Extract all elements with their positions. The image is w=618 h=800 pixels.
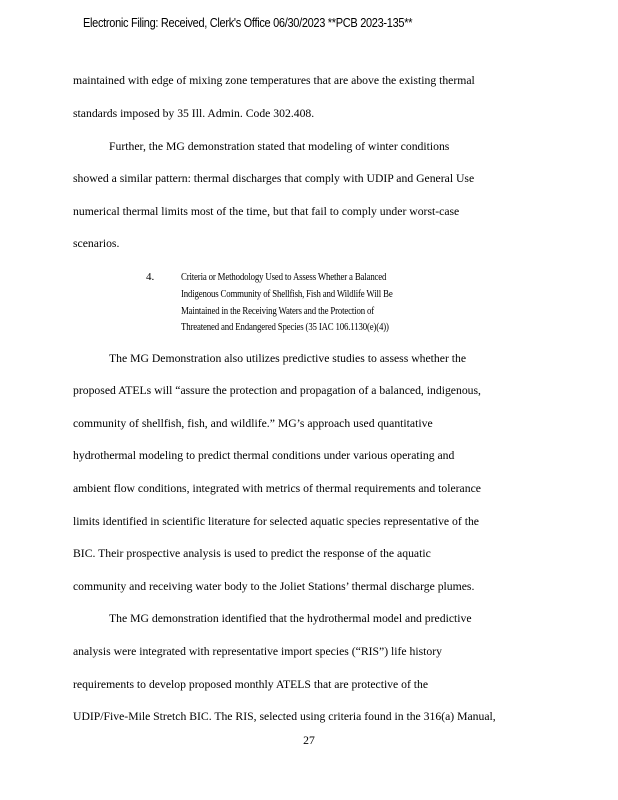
body-line: community and receiving water body to the Joliet Stations’ thermal discharge plumes. — [73, 580, 475, 593]
section-heading-line: Threatened and Endangered Species (35 IAC 106.1130(e)(4)) — [181, 321, 389, 333]
body-line: limits identified in scientific literature for selected aquatic species representative of the — [73, 515, 479, 528]
body-line: community of shellfish, fish, and wildlife.” MG’s approach used quantitative — [73, 417, 433, 430]
body-line: UDIP/Five-Mile Stretch BIC. The RIS, selected using criteria found in the 316(a) Manual, — [73, 710, 496, 723]
body-line: showed a similar pattern: thermal discharges that comply with UDIP and General Use — [73, 172, 475, 185]
filing-stamp: Electronic Filing: Received, Clerk's Office 06/30/2023 **PCB 2023-135** — [83, 16, 413, 30]
section-heading-line: Maintained in the Receiving Waters and the Protection of — [181, 305, 375, 317]
page-number: 27 — [303, 734, 315, 747]
body-line: requirements to develop proposed monthly ATELS that are protective of the — [73, 678, 429, 691]
body-line: standards imposed by 35 Ill. Admin. Code 302.408. — [73, 107, 315, 120]
section-number: 4. — [146, 271, 155, 283]
section-heading-line: Indigenous Community of Shellfish, Fish and Wildlife Will Be — [181, 288, 393, 300]
body-line: scenarios. — [73, 237, 120, 250]
section-heading-line: Criteria or Methodology Used to Assess Whether a Balanced — [181, 271, 387, 283]
body-line: BIC. Their prospective analysis is used to predict the response of the aquatic — [73, 547, 431, 560]
body-line: numerical thermal limits most of the time, but that fail to comply under worst-case — [73, 205, 460, 218]
body-line: The MG Demonstration also utilizes predictive studies to assess whether the — [109, 352, 467, 365]
body-line: ambient flow conditions, integrated with metrics of thermal requirements and tolerance — [73, 482, 481, 495]
body-line: hydrothermal modeling to predict thermal conditions under various operating and — [73, 449, 455, 462]
body-line: analysis were integrated with representative import species (“RIS”) life history — [73, 645, 443, 658]
body-line: Further, the MG demonstration stated that modeling of winter conditions — [109, 140, 450, 153]
body-line: proposed ATELs will “assure the protection and propagation of a balanced, indigenous, — [73, 384, 481, 397]
body-line: The MG demonstration identified that the hydrothermal model and predictive — [109, 612, 472, 625]
body-line: maintained with edge of mixing zone temperatures that are above the existing thermal — [73, 74, 475, 87]
